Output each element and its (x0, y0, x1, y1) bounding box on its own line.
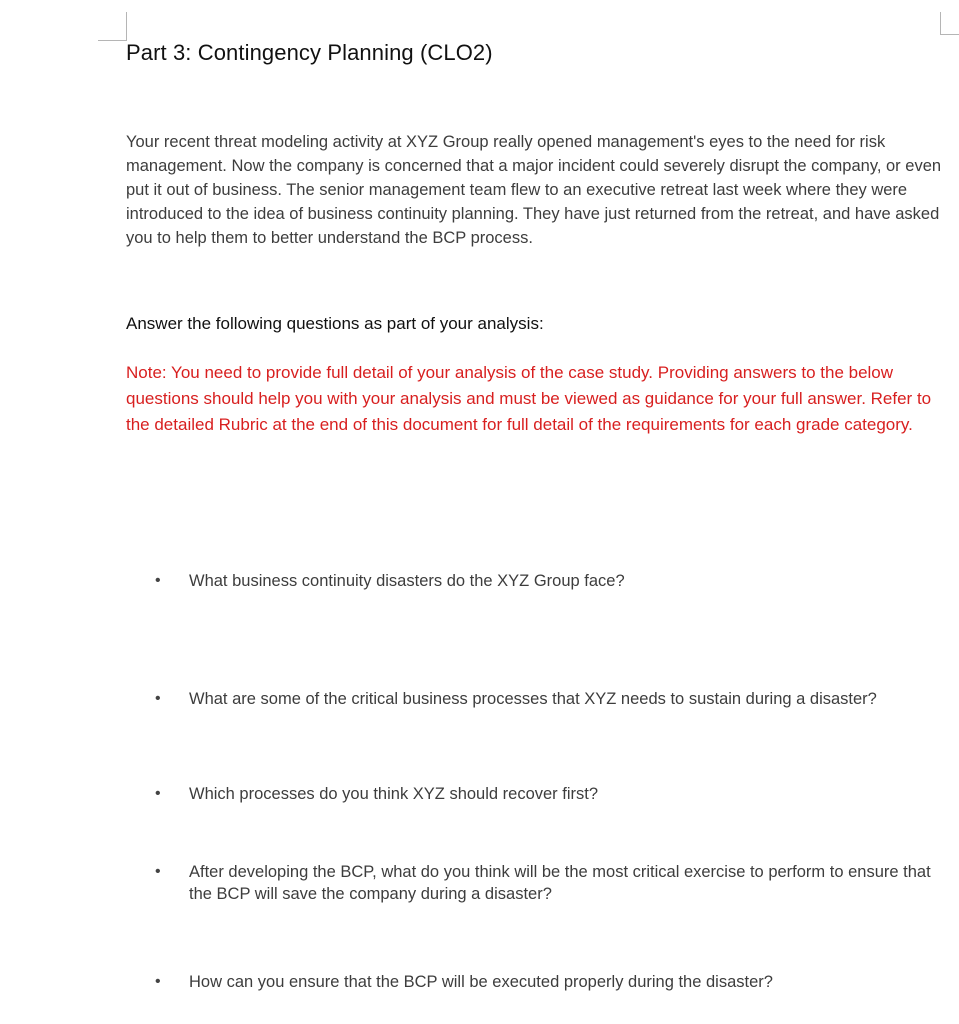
bullet-icon: • (155, 863, 161, 880)
note-paragraph: Note: You need to provide full detail of your analysis of the case study. Providing answers to the below questions should help you with your analysis and must be viewed as guidance for your full answer. Refer to the detailed Rubric at the end of this document for full detail of the requirements for each grade category. (126, 363, 932, 434)
question-text: After developing the BCP, what do you think will be the most critical exercise to perform to ensure that the BCP will save the company during a disaster? (189, 863, 931, 903)
question-text: Which processes do you think XYZ should recover first? (189, 785, 599, 803)
instructions-line: Answer the following questions as part of your analysis: (126, 314, 544, 333)
page-corner-mark-right (940, 12, 959, 35)
intro-paragraph: Your recent threat modeling activity at XYZ Group really opened management's eyes to the need for risk management. Now the company is concerned that a major incident could severely disrupt the company, or even put it out of business. The senior management team flew to an executive retreat last week where they were introduced to the idea of business continuity planning. They have just returned from the retreat, and have asked you to help them to better understand the BCP process. (126, 133, 942, 247)
question-item (155, 861, 935, 905)
bullet-icon: • (155, 690, 161, 707)
question-text: How can you ensure that the BCP will be executed properly during the disaster? (189, 973, 773, 991)
question-item (155, 971, 935, 993)
bullet-icon: • (155, 572, 161, 589)
question-item (155, 688, 935, 710)
section-heading: Part 3: Contingency Planning (CLO2) (126, 40, 493, 65)
question-item (155, 570, 935, 592)
question-text: What are some of the critical business processes that XYZ needs to sustain during a disaster? (189, 690, 877, 708)
bullet-icon: • (155, 785, 161, 802)
page-corner-mark-left (98, 12, 127, 41)
question-text: What business continuity disasters do the XYZ Group face? (189, 572, 625, 590)
bullet-icon: • (155, 973, 161, 990)
question-item (155, 783, 935, 805)
